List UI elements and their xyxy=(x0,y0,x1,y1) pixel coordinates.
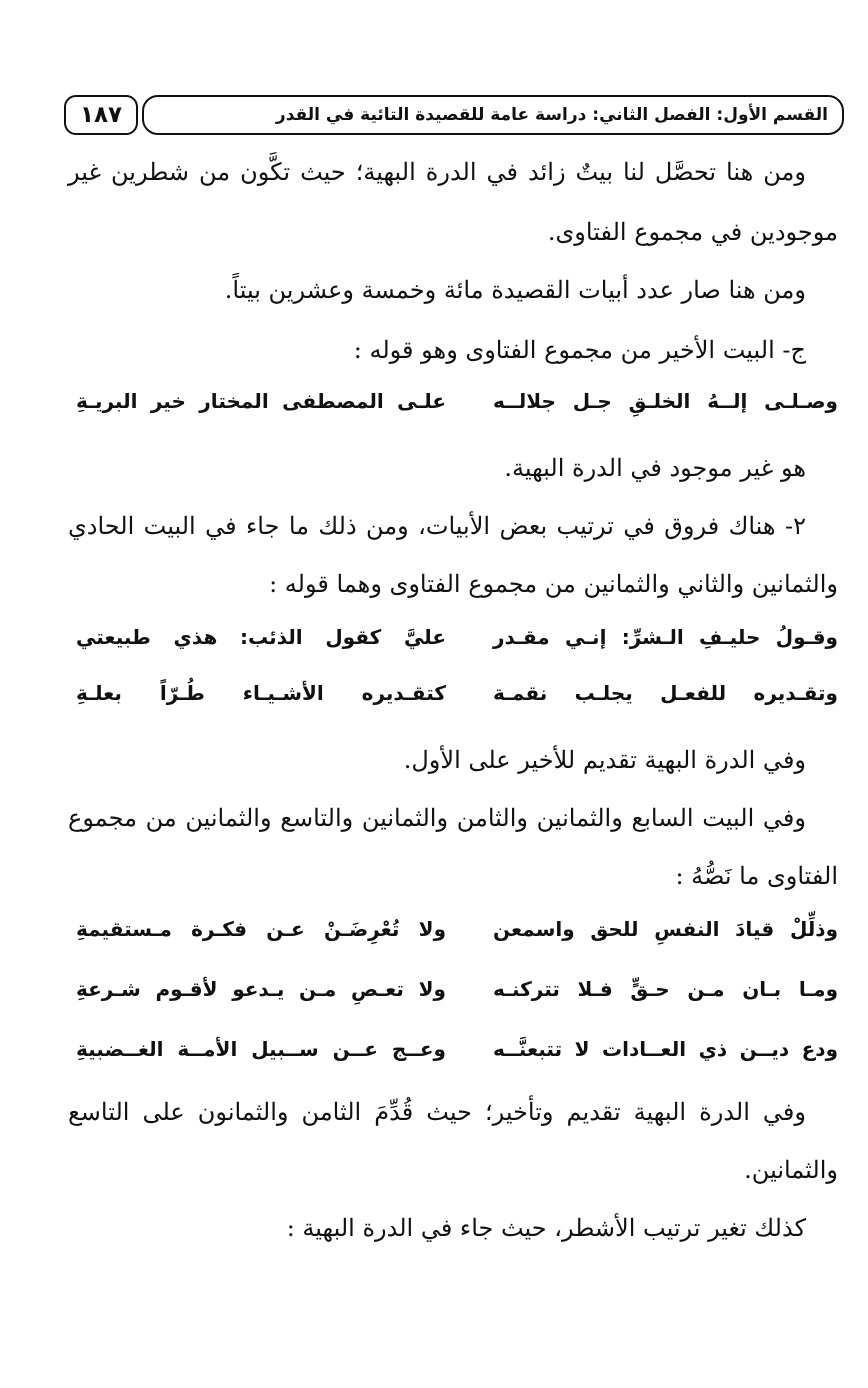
verse-first-hemistich: وتقـديره للفعـل يجلـب نقمـة xyxy=(493,681,838,705)
verse-line xyxy=(76,668,838,718)
running-header-title: القسم الأول: الفصل الثاني: دراسة عامة للقصيدة التائية في القدر xyxy=(142,95,844,135)
paragraph-line: ومن هنا تحصَّل لنا بيتٌ زائد في الدرة البهية؛ حيث تكَّون من شطرين غير xyxy=(68,158,806,186)
verse-line xyxy=(76,904,838,954)
paragraph-line: ومن هنا صار عدد أبيات القصيدة مائة وخمسة وعشرين بيتاً. xyxy=(224,276,806,304)
paragraph-line: وفي الدرة البهية تقديم للأخير على الأول. xyxy=(403,746,806,774)
paragraph-line: وفي الدرة البهية تقديم وتأخير؛ حيث قُدِّمَ الثامن والثمانون على التاسع xyxy=(68,1098,806,1126)
verse-second-hemistich: وعــج عــن ســبيل الأمــة الغــضبيةِ xyxy=(76,1037,446,1061)
verse-first-hemistich: ودع ديــن ذي العــادات لا تتبعنَّــه xyxy=(493,1037,838,1061)
verse-first-hemistich: وذلِّلْ قيادَ النفسِ للحق واسمعن xyxy=(493,917,838,941)
verse-line xyxy=(76,964,838,1014)
paragraph-line: كذلك تغير ترتيب الأشطر، حيث جاء في الدرة البهية : xyxy=(286,1214,806,1242)
verse-second-hemistich: علـى المصطفى المختار خير البريـةِ xyxy=(76,389,446,413)
verse-first-hemistich: وقـولُ حليـفِ الـشرِّ: إنـي مقـدر xyxy=(493,625,838,649)
paragraph-line: وفي البيت السابع والثمانين والثامن والثمانين والتاسع والثمانين من مجموع xyxy=(68,804,806,832)
verse-first-hemistich: وصـلـى إلــهُ الخلـقِ جـل جلالــه xyxy=(493,389,838,413)
verse-line xyxy=(76,376,838,426)
verse-second-hemistich: ولا تعـصِ مـن يـدعو لأقـوم شـرعةِ xyxy=(76,977,446,1001)
paragraph-line: موجودين في مجموع الفتاوى. xyxy=(547,218,838,246)
verse-line xyxy=(76,1024,838,1074)
verse-second-hemistich: عليَّ كقول الذئب: هذي طبيعتي xyxy=(76,625,446,649)
verse-second-hemistich: كتقـديره الأشـيـاء طُـرّاً بعلـةِ xyxy=(76,681,446,705)
verse-line xyxy=(76,612,838,662)
paragraph-line: والثمانين والثاني والثمانين من مجموع الفتاوى وهما قوله : xyxy=(269,570,838,598)
paragraph-line: ٢- هناك فروق في ترتيب بعض الأبيات، ومن ذلك ما جاء في البيت الحادي xyxy=(68,512,806,540)
paragraph-line: الفتاوى ما نَصُّهُ : xyxy=(675,862,838,890)
page-number: ١٨٧ xyxy=(64,95,138,135)
paragraph-line: هو غير موجود في الدرة البهية. xyxy=(504,454,806,482)
paragraph-line: ج- البيت الأخير من مجموع الفتاوى وهو قوله : xyxy=(353,336,806,364)
verse-first-hemistich: ومـا بـان مـن حـقٍّ فـلا تتركنـه xyxy=(493,977,838,1001)
paragraph-line: والثمانين. xyxy=(744,1156,838,1184)
verse-second-hemistich: ولا تُعْرِضَـنْ عـن فكـرة مـستقيمةِ xyxy=(76,917,446,941)
